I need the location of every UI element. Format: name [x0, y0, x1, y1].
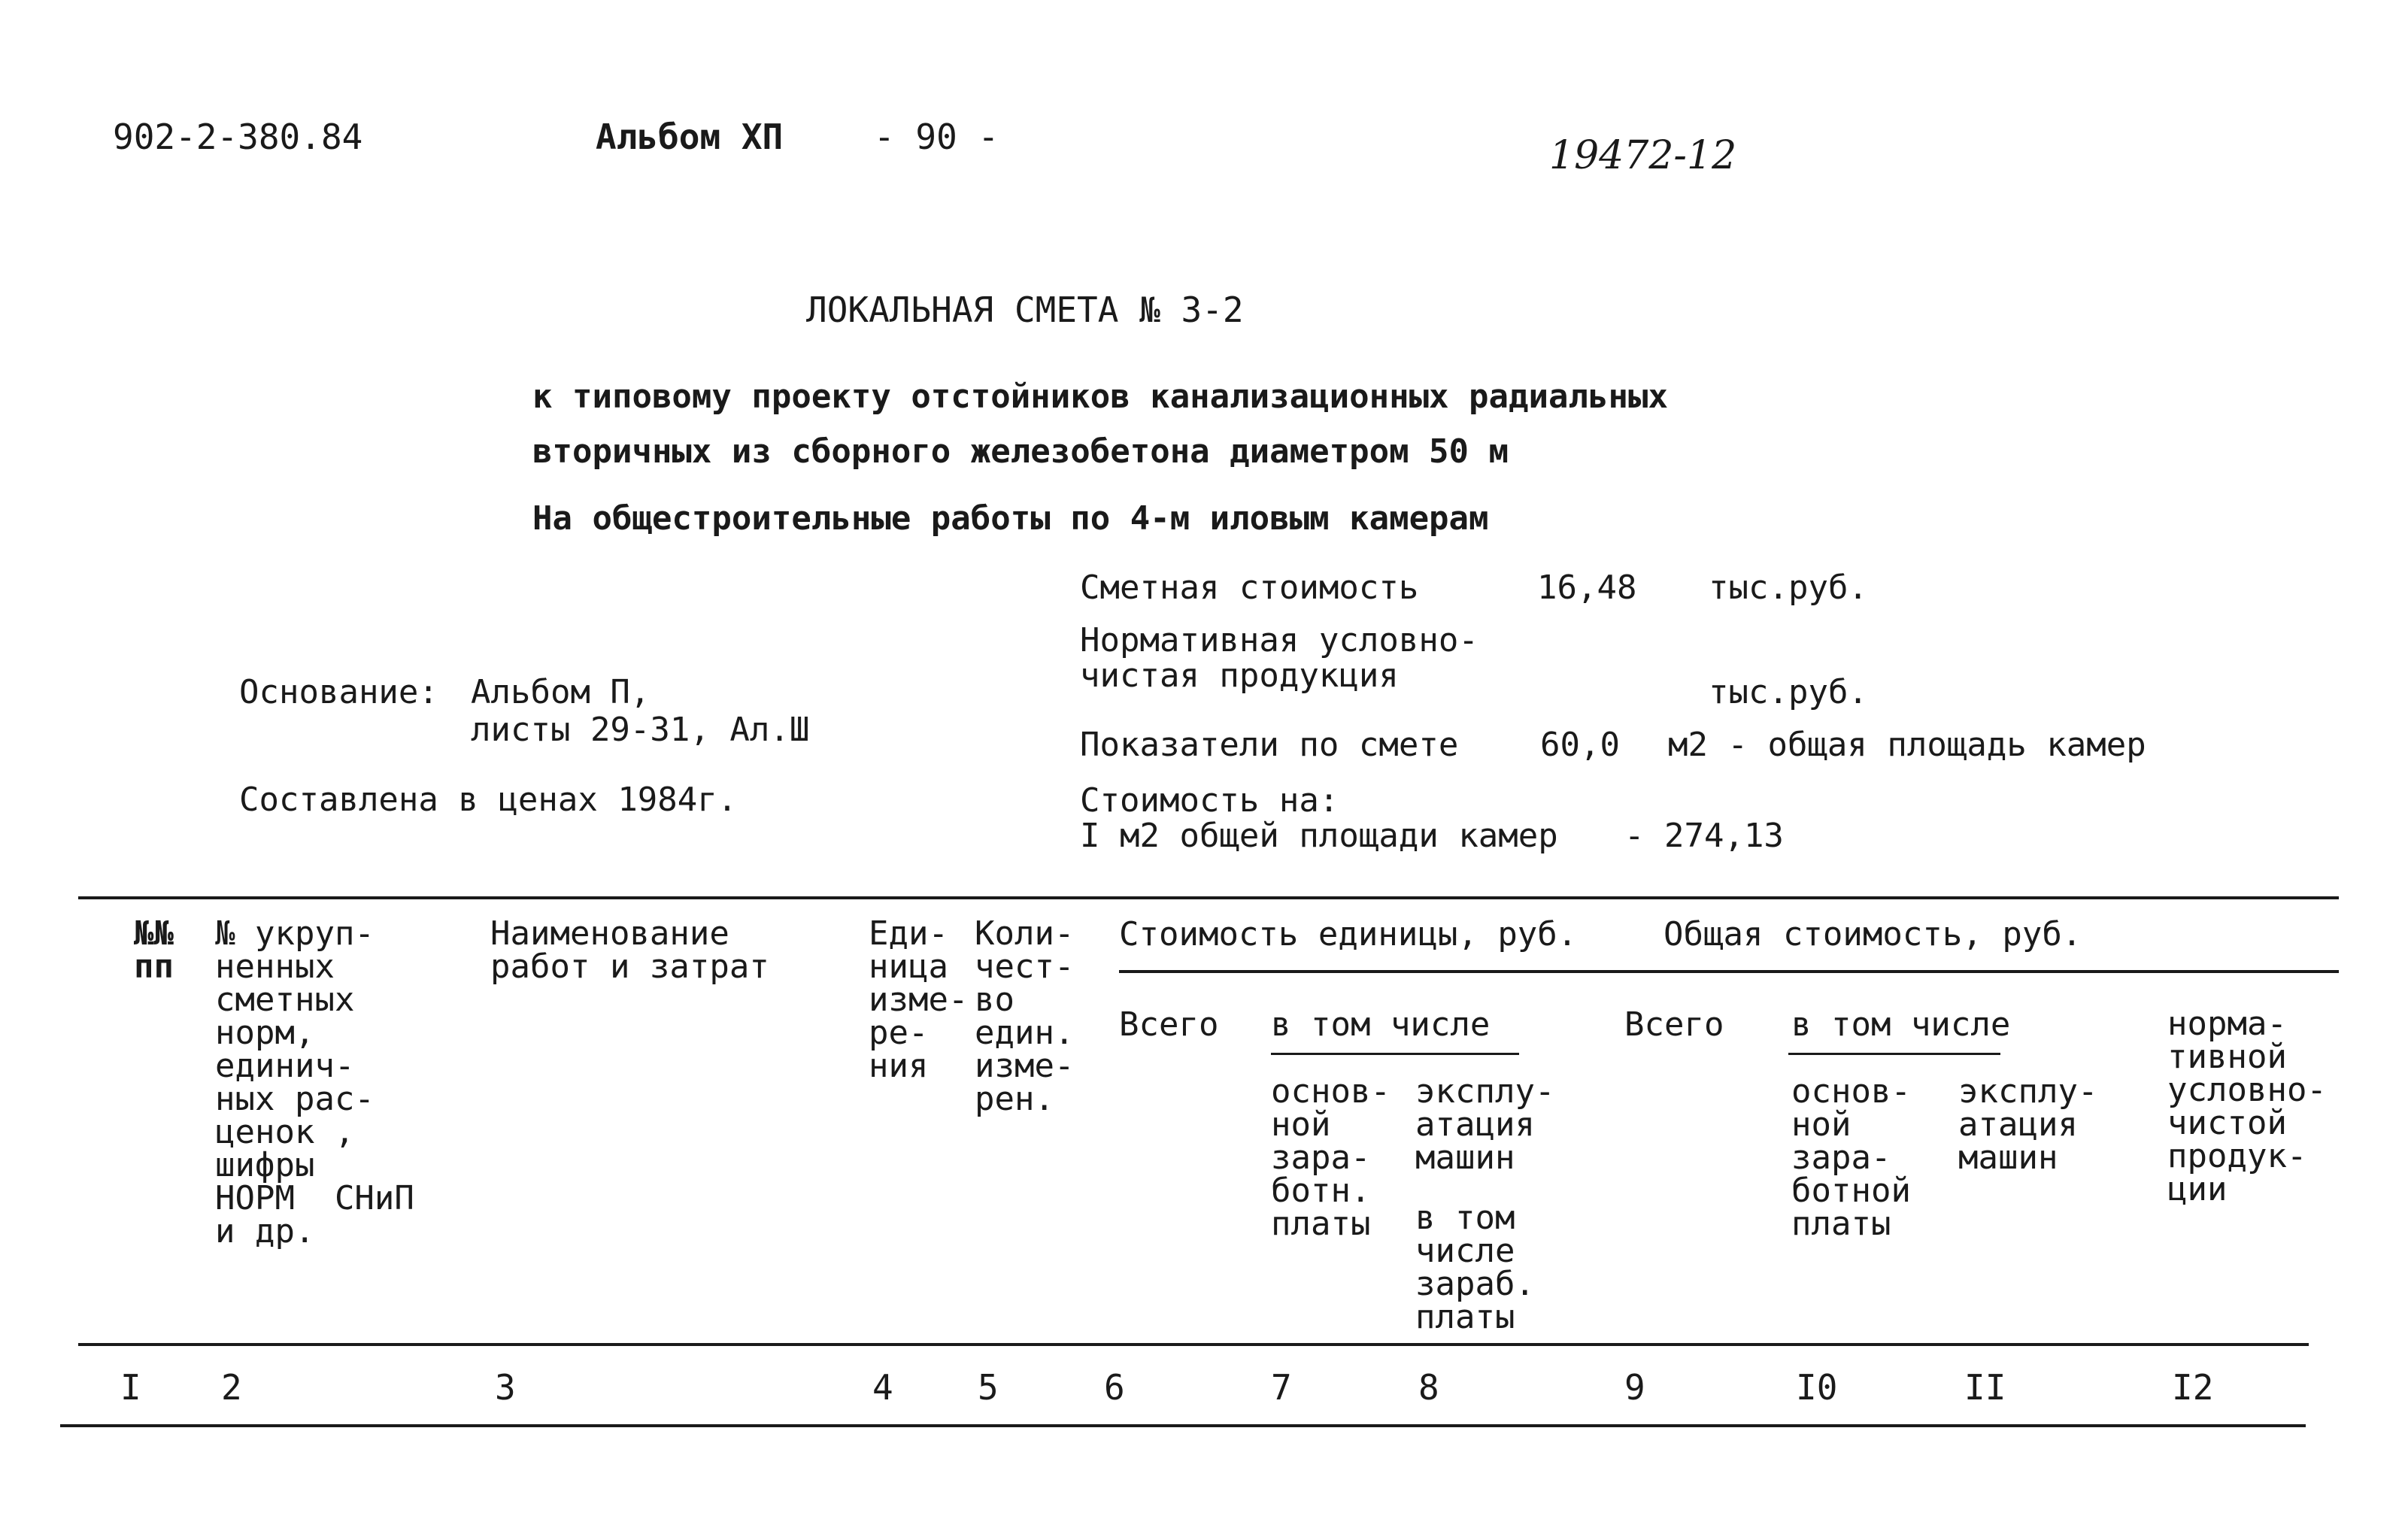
column-number: I	[120, 1367, 141, 1408]
col-header-quantity: Коли- чест- во един. изме- рен.	[975, 914, 1075, 1118]
unit-cost-including-header: в том числе	[1271, 1005, 1491, 1044]
doc-code: 902-2-380.84	[113, 117, 363, 157]
col-header-work-name: Наименование работ и затрат	[490, 914, 769, 986]
column-number: I2	[2172, 1367, 2214, 1408]
total-cost-machine-op-header: эксплу- атация машин	[1958, 1072, 2098, 1177]
col-header-unit: Еди- ница изме- ре- ния	[869, 914, 969, 1085]
header-bottom-rule	[78, 1343, 2309, 1346]
table-bottom-rule	[60, 1424, 2306, 1427]
unit-cost-machine-wage-header: в том числе зараб. платы	[1415, 1199, 1535, 1336]
total-cost-total-header: Всего	[1624, 1005, 1724, 1044]
unit-cost-total-header: Всего	[1119, 1005, 1219, 1044]
cost-per-label: Стоимость на:	[1080, 781, 1339, 820]
column-number: I0	[1796, 1367, 1838, 1408]
table-top-rule	[78, 896, 2339, 899]
page-number: - 90 -	[874, 117, 999, 157]
normative-unit: тыс.руб.	[1709, 673, 1868, 711]
total-cost-base-wage-header: основ- ной зара- ботной платы	[1791, 1072, 1911, 1243]
indicators-label: Показатели по смете	[1080, 726, 1459, 764]
including-rule-2	[1788, 1053, 2000, 1055]
normative-label-line1: Нормативная условно-	[1080, 621, 1478, 659]
prices-line: Составлена в ценах 1984г.	[239, 781, 738, 819]
column-number: 2	[221, 1367, 242, 1408]
basis-line1: Альбом П,	[471, 673, 651, 711]
cost-per-value: - 274,13	[1624, 817, 1784, 855]
total-cost-group-header: Общая стоимость, руб.	[1663, 915, 2082, 953]
cost-per-line: I м2 общей площади камер	[1080, 817, 1558, 855]
page-title: ЛОКАЛЬНАЯ СМЕТА № 3-2	[806, 290, 1244, 330]
including-rule-1	[1271, 1053, 1519, 1055]
unit-cost-base-wage-header: основ- ной зара- ботн. платы	[1271, 1072, 1391, 1243]
column-number: 6	[1104, 1367, 1125, 1408]
normative-label-line2: чистая продукция	[1080, 656, 1399, 695]
column-number: 8	[1418, 1367, 1439, 1408]
column-number: 9	[1624, 1367, 1645, 1408]
basis-line2: листы 29-31, Ал.Ш	[471, 711, 810, 749]
column-number: II	[1964, 1367, 2006, 1408]
col-header-norm-code: № укруп- ненных сметных норм, единич- ных рас- ценок , шифры НОРМ СНиП и др.	[215, 914, 414, 1251]
column-number: 7	[1271, 1367, 1292, 1408]
normative-product-header: норма- тивной условно- чистой продук- ции	[2167, 1005, 2327, 1208]
column-number: 4	[872, 1367, 893, 1408]
basis-label: Основание:	[239, 673, 438, 711]
total-cost-including-header: в том числе	[1791, 1005, 2011, 1044]
subtitle-line2: вторичных из сборного железобетона диаметром 50 м	[532, 432, 1509, 471]
unit-cost-machine-op-header: эксплу- атация машин	[1415, 1072, 1555, 1177]
scope-line: На общестроительные работы по 4-м иловым камерам	[532, 499, 1489, 538]
subtitle-line1: к типовому проекту отстойников канализационных радиальных	[532, 377, 1668, 416]
estimated-cost-value: 16,48	[1537, 568, 1637, 607]
unit-cost-group-header: Стоимость единицы, руб.	[1119, 915, 1578, 953]
col-header-row-number: №№ пп	[134, 914, 174, 986]
group-header-rule	[1119, 970, 2339, 973]
indicators-value: 60,0	[1540, 726, 1620, 764]
estimated-cost-label: Сметная стоимость	[1080, 568, 1419, 607]
album-label: Альбом XП	[596, 117, 784, 157]
indicators-unit: м2 - общая площадь камер	[1668, 726, 2146, 764]
column-number: 5	[978, 1367, 999, 1408]
handwritten-number: 19472-12	[1549, 133, 1737, 178]
estimated-cost-unit: тыс.руб.	[1709, 568, 1868, 607]
column-number: 3	[495, 1367, 516, 1408]
